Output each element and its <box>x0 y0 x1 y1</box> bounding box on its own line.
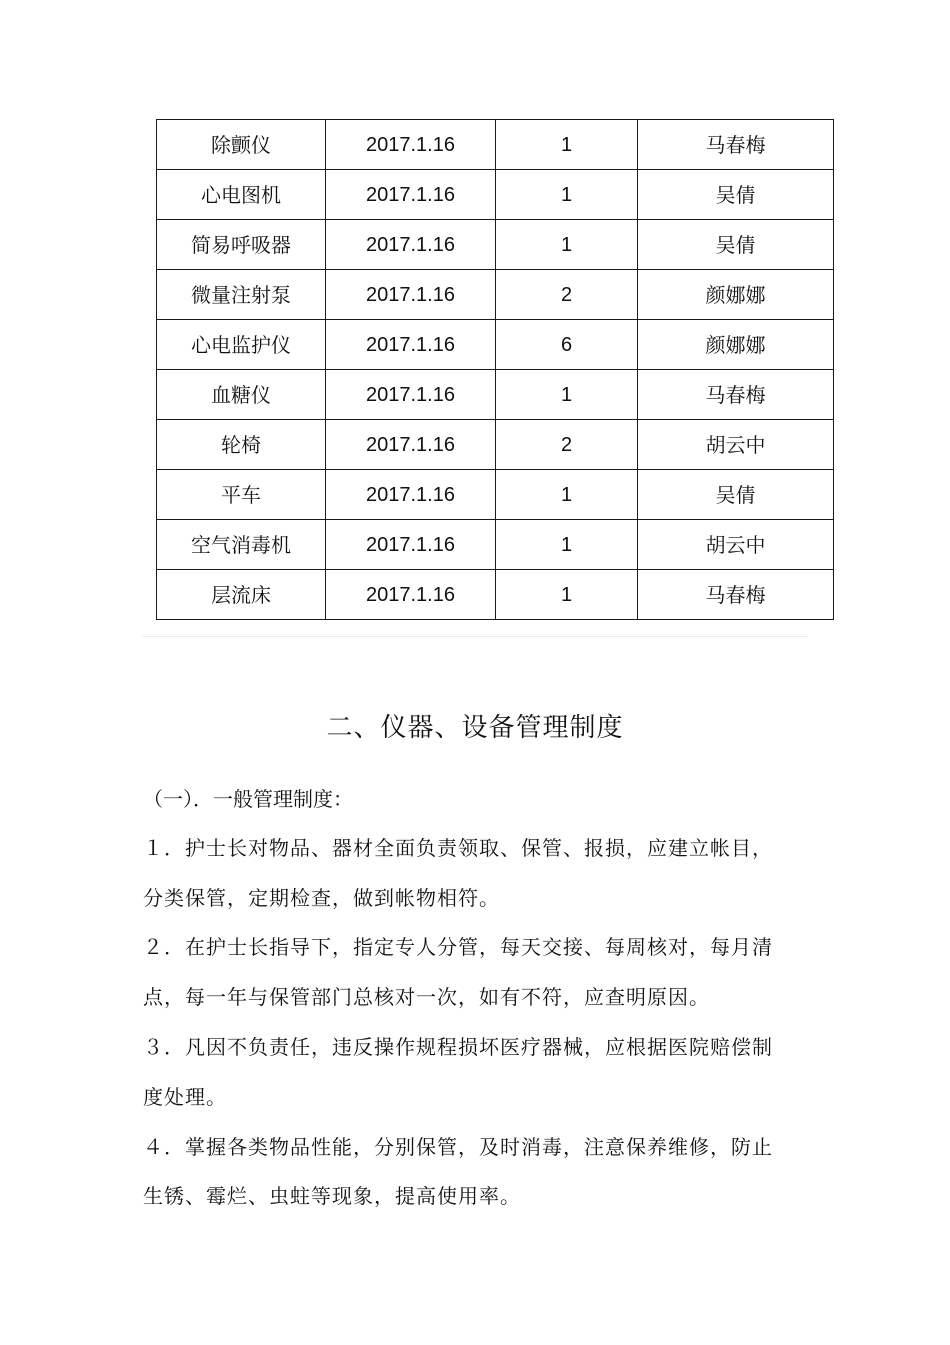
table-row <box>157 370 834 420</box>
quantity-cell: 1 <box>496 470 638 520</box>
paragraph-line: ２．在护士长指导下，指定专人分管，每天交接、每周核对，每月清 <box>143 935 773 959</box>
paragraph-line: １．护士长对物品、器材全面负责领取、保管、报损，应建立帐目， <box>143 836 773 860</box>
table-row <box>157 270 834 320</box>
equipment-name-cell: 血糖仪 <box>157 370 326 420</box>
quantity-cell: 2 <box>496 420 638 470</box>
paragraph-line: 度处理。 <box>143 1085 227 1109</box>
equipment-name-cell: 简易呼吸器 <box>157 220 326 270</box>
date-cell: 2017.1.16 <box>326 220 496 270</box>
quantity-cell: 1 <box>496 120 638 170</box>
equipment-name-cell: 微量注射泵 <box>157 270 326 320</box>
date-cell: 2017.1.16 <box>326 570 496 620</box>
paragraph-line: 分类保管，定期检查，做到帐物相符。 <box>143 886 500 910</box>
equipment-name-cell: 空气消毒机 <box>157 520 326 570</box>
keeper-cell: 马春梅 <box>638 120 834 170</box>
quantity-cell: 6 <box>496 320 638 370</box>
paragraph-line: 点，每一年与保管部门总核对一次，如有不符，应查明原因。 <box>143 985 710 1009</box>
keeper-cell: 马春梅 <box>638 370 834 420</box>
keeper-cell: 胡云中 <box>638 520 834 570</box>
paragraph-line: 生锈、霉烂、虫蛀等现象，提高使用率。 <box>143 1184 521 1208</box>
equipment-table <box>156 119 834 620</box>
table-row <box>157 170 834 220</box>
date-cell: 2017.1.16 <box>326 370 496 420</box>
equipment-name-cell: 层流床 <box>157 570 326 620</box>
equipment-name-cell: 心电监护仪 <box>157 320 326 370</box>
subsection-title: （一）．一般管理制度： <box>143 787 353 811</box>
date-cell: 2017.1.16 <box>326 420 496 470</box>
quantity-cell: 1 <box>496 220 638 270</box>
paragraph-line: ４．掌握各类物品性能，分别保管，及时消毒，注意保养维修，防止 <box>143 1135 773 1159</box>
keeper-cell: 颜娜娜 <box>638 270 834 320</box>
date-cell: 2017.1.16 <box>326 120 496 170</box>
paragraph-line: ３．凡因不负责任，违反操作规程损坏医疗器械，应根据医院赔偿制 <box>143 1035 773 1059</box>
table-row <box>157 420 834 470</box>
keeper-cell: 吴倩 <box>638 170 834 220</box>
section-title: 二、仪器、设备管理制度 <box>326 713 624 743</box>
equipment-name-cell: 心电图机 <box>157 170 326 220</box>
date-cell: 2017.1.16 <box>326 320 496 370</box>
date-cell: 2017.1.16 <box>326 270 496 320</box>
keeper-cell: 吴倩 <box>638 470 834 520</box>
date-cell: 2017.1.16 <box>326 170 496 220</box>
quantity-cell: 2 <box>496 270 638 320</box>
quantity-cell: 1 <box>496 370 638 420</box>
equipment-name-cell: 除颤仪 <box>157 120 326 170</box>
table-row <box>157 520 834 570</box>
table-row <box>157 320 834 370</box>
keeper-cell: 颜娜娜 <box>638 320 834 370</box>
table-row <box>157 470 834 520</box>
divider <box>142 636 808 637</box>
keeper-cell: 胡云中 <box>638 420 834 470</box>
table-row <box>157 570 834 620</box>
keeper-cell: 马春梅 <box>638 570 834 620</box>
date-cell: 2017.1.16 <box>326 520 496 570</box>
equipment-name-cell: 轮椅 <box>157 420 326 470</box>
table-row <box>157 120 834 170</box>
date-cell: 2017.1.16 <box>326 470 496 520</box>
quantity-cell: 1 <box>496 570 638 620</box>
equipment-name-cell: 平车 <box>157 470 326 520</box>
table-row <box>157 220 834 270</box>
keeper-cell: 吴倩 <box>638 220 834 270</box>
quantity-cell: 1 <box>496 170 638 220</box>
quantity-cell: 1 <box>496 520 638 570</box>
